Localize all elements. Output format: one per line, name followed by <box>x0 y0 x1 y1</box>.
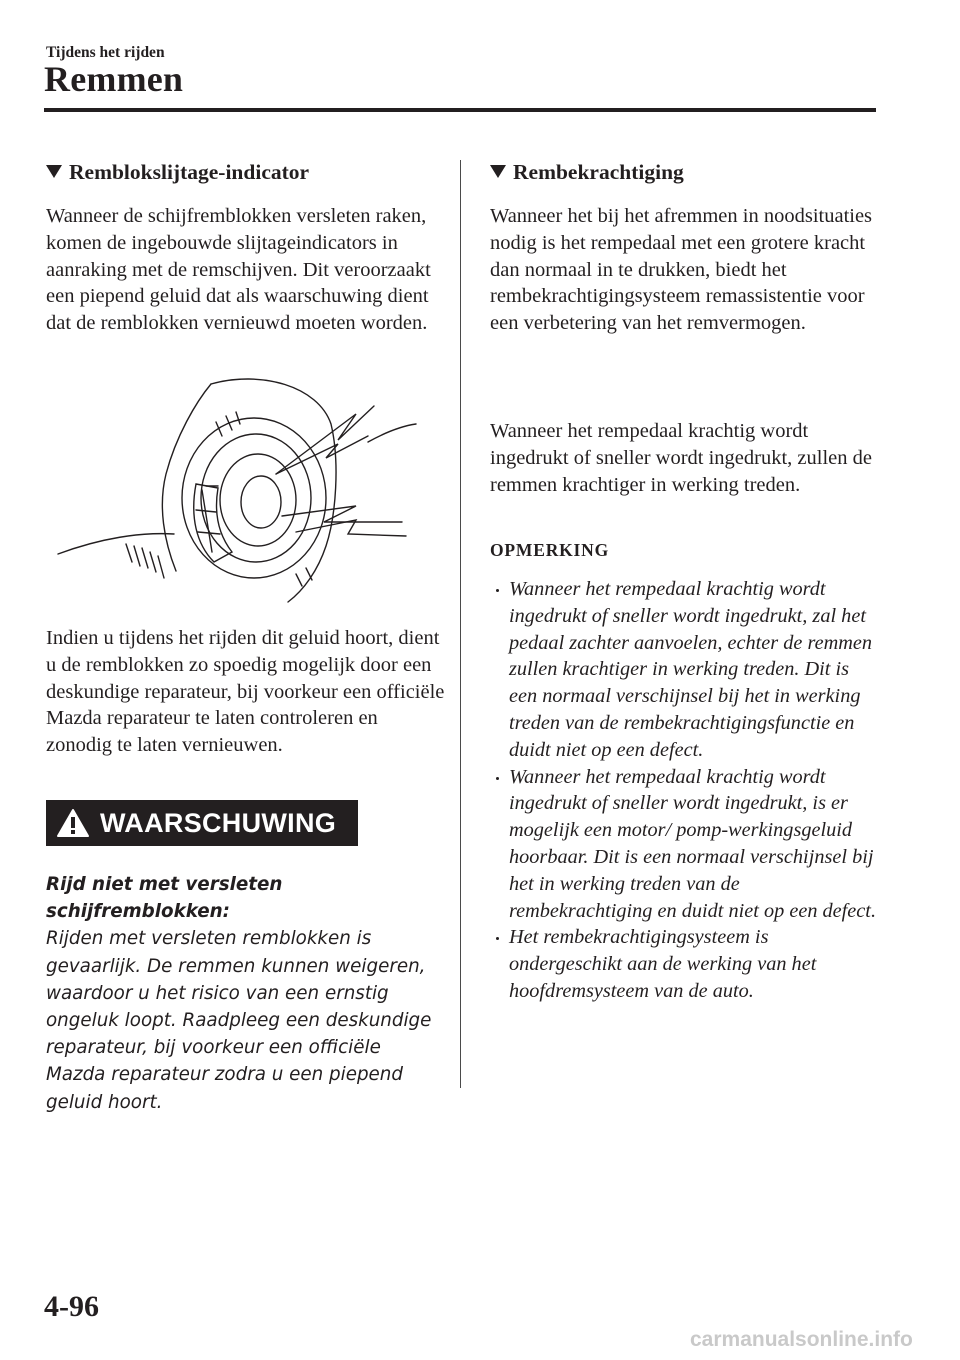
heading-text: Rembekrachtiging <box>513 160 684 184</box>
note-text: Het rembekrachtigingsysteem is ondergeschikt aan de werking van het hoofdremsysteem van de auto. <box>509 926 817 1002</box>
note-text: Wanneer het rempedaal krachtig wordt ingedrukt of sneller wordt ingedrukt, is er mogelijk een motor/ pomp-werkingsgeluid hoorbaar. Dit is een normaal verschijnsel bij het in werking treden van de rembekrachtiging en duidt niet op een defect. <box>509 765 877 922</box>
warning-triangle-icon <box>46 808 100 838</box>
page-number: 4-96 <box>44 1290 99 1323</box>
bullet-icon <box>496 589 499 592</box>
watermark: carmanualsonline.info <box>690 1328 913 1351</box>
paragraph-replace-pads: Indien u tijdens het rijden dit geluid hoort, dient u de remblokken zo spoedig mogelijk door een deskundige reparateur, bij voorkeur een officiële Mazda reparateur te laten controleren en zonodig te laten vernieuwen. <box>46 627 445 757</box>
paragraph-brake-force: Wanneer het rempedaal krachtig wordt ingedrukt of sneller wordt ingedrukt, zullen de remmen krachtiger in werking treden. <box>490 420 872 496</box>
header-rule <box>44 108 876 112</box>
warning-text: Rijden met versleten remblokken is gevaarlijk. De remmen kunnen weigeren, waardoor u het risico van een ernstig ongeluk loopt. Raadpleeg een deskundige reparateur, bij voorkeur een officiële Mazda reparateur zodra u een piepend geluid hoort. <box>46 928 432 1113</box>
warning-lead: Rijd niet met versleten schijfremblokken: <box>46 874 283 923</box>
brake-disc-wear-illustration <box>56 366 420 606</box>
heading-brake-assist <box>490 160 684 185</box>
warning-body <box>46 871 446 1116</box>
list-item <box>490 764 876 925</box>
list-item <box>490 924 876 1004</box>
triangle-down-icon <box>490 165 506 178</box>
note-heading: OPMERKING <box>490 540 610 560</box>
heading-text: Remblokslijtage-indicator <box>69 160 310 184</box>
brake-illustration <box>56 366 420 606</box>
heading-brake-pad-wear <box>46 160 309 185</box>
paragraph-wear-indicator: Wanneer de schijfremblokken versleten raken, komen de ingebouwde slijtageindicators in aanraking met de remschijven. Dit veroorzaakt een piepend geluid dat als waarschuwing dient dat de remblokken vernieuwd moeten worden. <box>46 205 431 335</box>
warning-label: WAARSCHUWING <box>100 807 337 838</box>
warning-badge <box>46 800 358 846</box>
paragraph-brake-assist: Wanneer het bij het afremmen in noodsituaties nodig is het rempedaal met een grotere kracht dan normaal in te drukken, biedt het rembekrachtigingsysteem remassistentie voor een verbetering van het remvermogen. <box>490 205 873 335</box>
bullet-icon <box>496 777 499 780</box>
list-item <box>490 576 876 764</box>
column-divider <box>460 160 461 1088</box>
running-head: Tijdens het rijden <box>46 44 165 61</box>
note-text: Wanneer het rempedaal krachtig wordt ingedrukt of sneller wordt ingedrukt, zal het pedaal zachter aanvoelen, echter de remmen zullen krachtiger in werking treden. Dit is een normaal verschijnsel bij het in werking treden van de rembekrachtigingsfunctie en duidt niet op een defect. <box>509 578 873 761</box>
note-list <box>490 576 876 1005</box>
triangle-down-icon <box>46 165 62 178</box>
bullet-icon <box>496 937 499 940</box>
section-title: Remmen <box>44 59 184 99</box>
